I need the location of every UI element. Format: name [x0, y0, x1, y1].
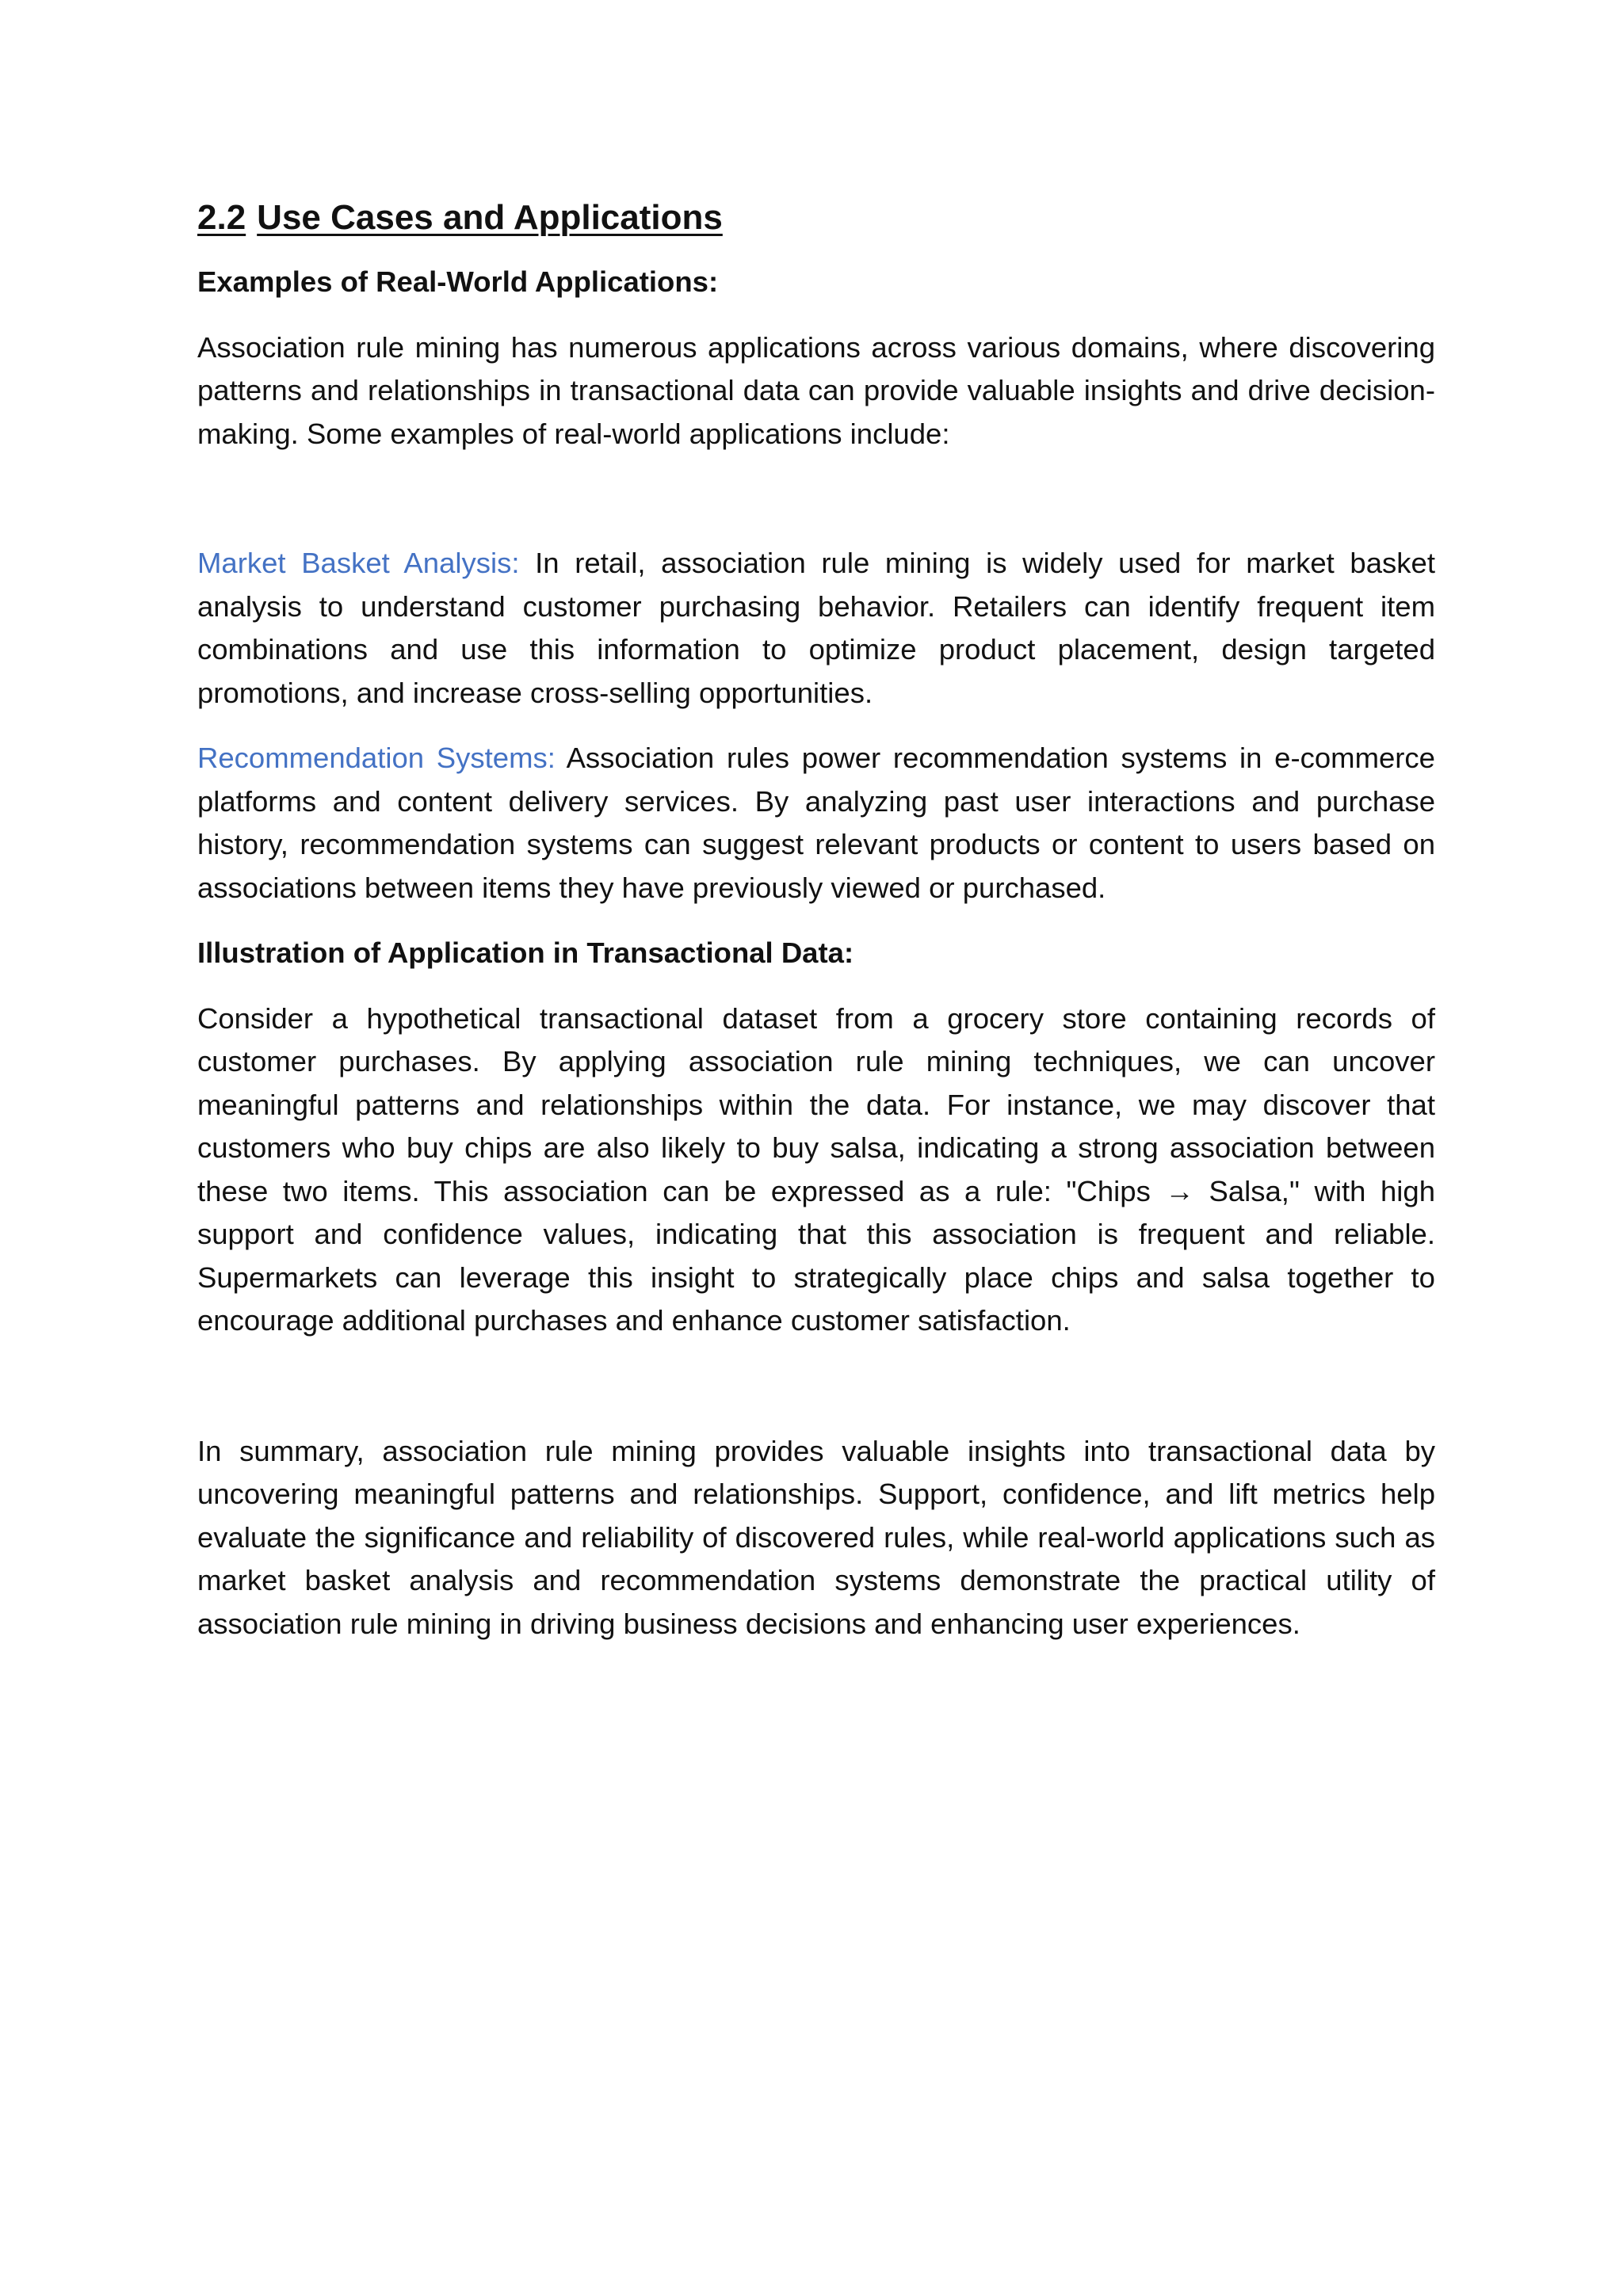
recommendation-text: Association rules power recommendation systems in e-commerce platforms and content delivery services. By analyzing past user interactions and purchase history, recommendation systems can suggest relevant products or content to users based on associations between items they have previously viewed or purchased.: [197, 742, 1435, 904]
illustration-heading: Illustration of Application in Transactional Data:: [197, 936, 854, 969]
recommendation-term: Recommendation Systems:: [197, 742, 556, 774]
market-basket-text: In retail, association rule mining is widely used for market basket analysis to understand customer purchasing behavior. Retailers can identify frequent item combinations and use this information to optimize product placement, design targeted promotions, and increase cross-selling opportunities.: [197, 547, 1435, 709]
recommendation-paragraph: [197, 737, 1435, 910]
summary-paragraph: In summary, association rule mining provides valuable insights into transactional data by uncovering meaningful patterns and relationships. Support, confidence, and lift metrics help evaluate the significance and reliability of discovered rules, while real-world applications such as market basket analysis and recommendation systems demonstrate the practical utility of association rule mining in driving business decisions and enhancing user experiences.: [197, 1434, 1435, 1640]
illustration-paragraph: Consider a hypothetical transactional dataset from a grocery store containing records of customer purchases. By applying association rule mining techniques, we can uncover meaningful patterns and relationships within the data. For instance, we may discover that customers who buy chips are also likely to buy salsa, indicating a strong association between these two items. This association can be expressed as a rule: "Chips → Salsa," with high support and confidence values, indicating that this association is frequent and reliable. Supermarkets can leverage this insight to strategically place chips and salsa together to encourage additional purchases and enhance customer satisfaction.: [197, 1001, 1435, 1337]
examples-heading: Examples of Real-World Applications:: [197, 265, 719, 298]
page-content: [197, 194, 1435, 1646]
section-title: Use Cases and Applications: [257, 198, 723, 237]
market-basket-term: Market Basket Analysis:: [197, 547, 520, 579]
examples-intro-paragraph: Association rule mining has numerous applications across various domains, where discovering patterns and relationships in transactional data can provide valuable insights and drive decision-making. Some examples of real-world applications include:: [197, 330, 1435, 450]
market-basket-paragraph: [197, 542, 1435, 715]
section-number: 2.2: [197, 198, 246, 237]
section-heading: [197, 194, 1435, 242]
